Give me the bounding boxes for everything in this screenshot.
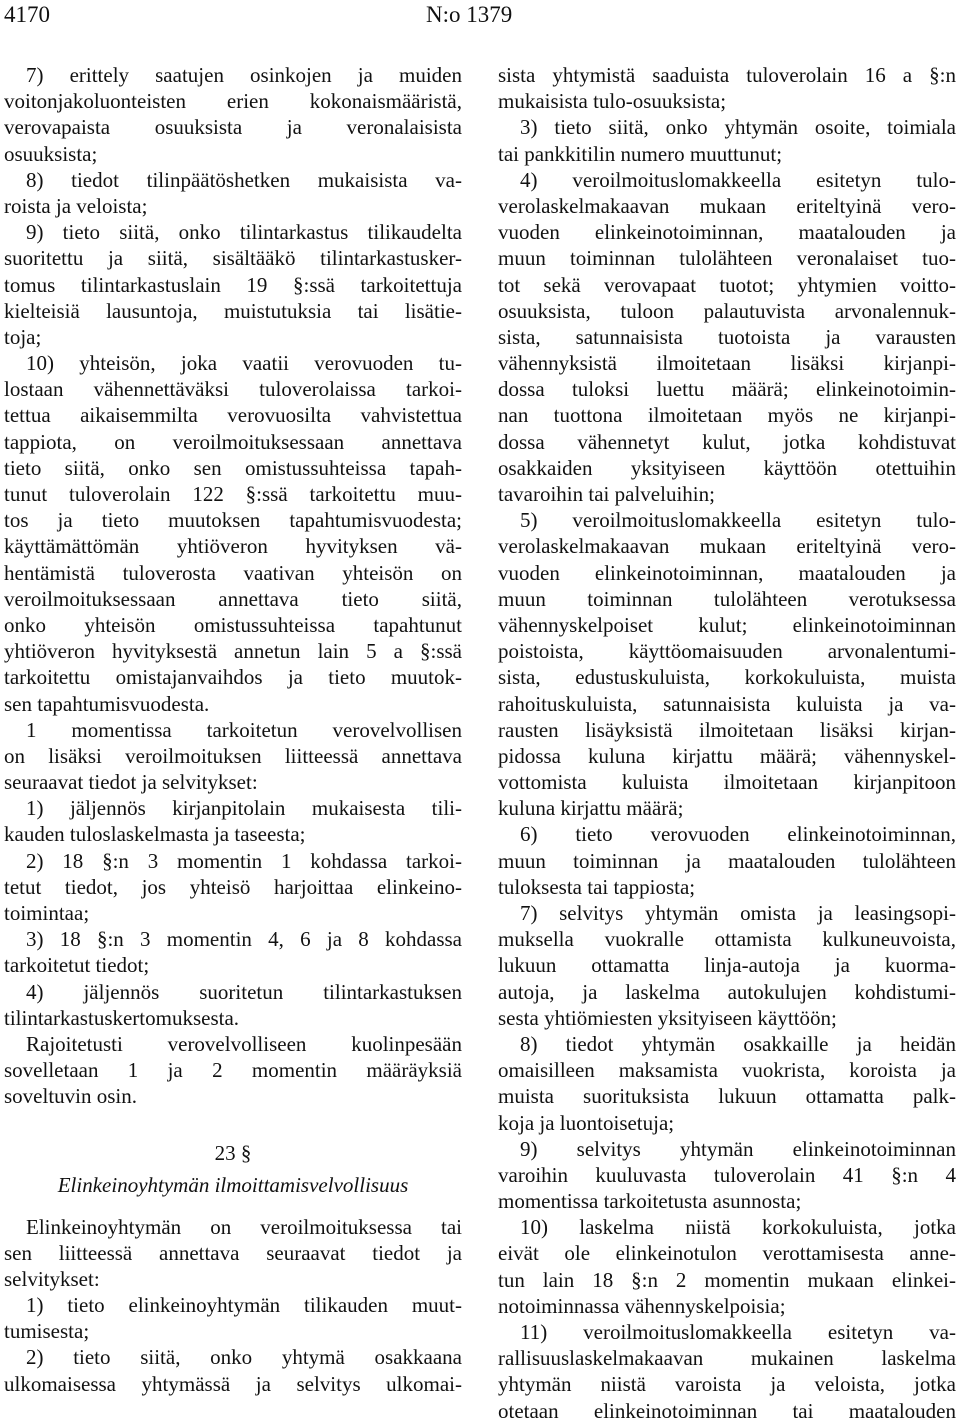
text-line: sen liitteessä annettava seuraavat tiedot ja [4, 1240, 462, 1265]
left-column [4, 62, 462, 1397]
text-line: rahoituskuluista, satunnaisista kuluista ja va- [498, 691, 956, 716]
text-line: käyttämättömän yhtiöveron hyvityksen vä- [4, 534, 462, 559]
text-line: kuluna kirjattu määrä; [498, 796, 684, 821]
text-line: vuoden elinkeinotoiminnan, maatalouden ja [498, 220, 956, 245]
text-line: tunut tuloverolain 122 §:ssä tarkoitettu muu- [4, 482, 462, 506]
text-line: on lisäksi veroilmoituksen liitteessä annettava [4, 743, 462, 768]
section-number: 23 § [214, 1140, 252, 1165]
text-line: otetaan elinkeinotoiminnan tai maatalouden [498, 1398, 956, 1423]
text-line: yhtiöveron hyvityksestä annetun lain 5 a §:ssä [4, 639, 462, 664]
text-line: 10) yhteisön, joka vaatii verovuoden tu- [26, 351, 462, 376]
text-line: 6) tieto verovuoden elinkeinotoiminnan, [520, 822, 956, 847]
right-column [498, 62, 956, 1424]
text-line: yhtymän niistä varoista ja veloista, jotka [498, 1372, 956, 1397]
text-line: voitonjakoluonteisten erien kokonaismääristä, [4, 89, 462, 114]
text-line: eivät ole elinkeinotulon verottamisesta anne- [498, 1241, 956, 1266]
section-spacer [4, 1110, 462, 1136]
text-line: Elinkeinoyhtymän on veroilmoituksessa tai [26, 1214, 462, 1239]
text-line: 9) selvitys yhtymän elinkeinotoiminnan [520, 1136, 956, 1161]
text-line: dossa tuloksi luettu määrä; elinkeinotoimin- [498, 377, 956, 402]
text-line: selvitykset: [4, 1266, 100, 1291]
page-number: 4170 [4, 2, 50, 27]
text-line: sesta yhtiömiesten yksityiseen käyttöön; [498, 1005, 837, 1030]
text-line: muun toiminnan ja maatalouden tulolähteen [498, 848, 956, 873]
text-line: tun lain 18 §:n 2 momentin mukaan elinkei- [498, 1267, 956, 1292]
text-line: 10) laskelma niistä korkokuluista, jotka [520, 1215, 956, 1240]
text-line: vähennyksistä ilmoitetaan lisäksi kirjanpi- [498, 351, 956, 376]
text-line: seuraavat tiedot ja selvitykset: [4, 770, 258, 795]
text-line: tettua aikaisemmilta verovuosilta vahvistettua [4, 403, 462, 428]
text-line: rausten lisäyksistä ilmoitetaan lisäksi kirjan- [498, 717, 956, 742]
section-body [4, 1214, 462, 1397]
text-line: tarkoitettu omistajanvaihdos ja tieto muutok- [4, 665, 462, 690]
text-line: koja ja luontoisetuja; [498, 1110, 675, 1135]
text-line: 2) tieto siitä, onko yhtymä osakkaana [26, 1345, 462, 1370]
text-line: 2) 18 §:n 3 momentin 1 kohdassa tarkoi- [26, 848, 462, 873]
text-line: tai pankkitilin numero muuttunut; [498, 141, 783, 166]
text-line: verovapaista osuuksista ja veronalaisista [4, 115, 462, 140]
right-column-body [498, 62, 956, 1424]
text-line: ulkomaisessa yhtymässä ja selvitys ulkomai- [4, 1371, 462, 1396]
text-line: tetut tiedot, jos yhteisö harjoittaa elinkeino- [4, 874, 462, 899]
text-line: onko yhteisön omistussuhteissa tapahtunut [4, 612, 462, 637]
text-line: 4) jäljennös suoritetun tilintarkastuksen [26, 979, 462, 1004]
text-line: momentissa tarkoitetusta asunnosta; [498, 1189, 802, 1214]
text-line: tieto siitä, onko sen omistussuhteissa tapah- [4, 455, 462, 480]
text-line: verolaskelmakaavan mukaan eriteltyinä vero- [498, 193, 956, 218]
text-line: kielteisiä lausuntoja, muistutuksia tai lisätie- [4, 298, 462, 323]
text-line: tarkoitetut tiedot; [4, 953, 150, 978]
text-line: 1) jäljennös kirjanpitolain mukaisesta tili- [26, 796, 462, 821]
text-line: verolaskelmakaavan mukaan eriteltyinä vero- [498, 534, 956, 559]
text-line: notoiminnassa vähennyskelpoisia; [498, 1293, 786, 1318]
section-title: Elinkeinoyhtymän ilmoittamisvelvollisuus [57, 1172, 409, 1197]
text-line: sovelletaan 1 ja 2 momentin määräyksiä [4, 1058, 462, 1083]
text-line: Rajoitetusti verovelvolliseen kuolinpesään [26, 1031, 462, 1056]
text-line: nan tuottona ilmoitetaan myös ne kirjanpi- [498, 403, 956, 428]
section-spacer [4, 1200, 462, 1214]
text-line: tilintarkastuskertomuksesta. [4, 1005, 240, 1030]
text-line: dossa vähennetyt kulut, jotka kohdistuvat [498, 429, 956, 454]
text-line: 5) veroilmoituslomakkeella esitetyn tulo- [520, 508, 956, 533]
text-line: 1 momentissa tarkoitetun verovelvollisen [26, 717, 462, 742]
text-line: suoritettu ja siitä, sisältääkö tilintarkastusker- [4, 246, 462, 271]
text-line: 1) tieto elinkeinoyhtymän tilikauden muut- [26, 1293, 462, 1318]
text-line: 9) tieto siitä, onko tilintarkastus tilikaudelta [26, 220, 462, 245]
text-line: 7) erittely saatujen osinkojen ja muiden [26, 63, 462, 87]
text-line: toimintaa; [4, 901, 90, 925]
text-line: muun toiminnan tulolähteen verotuksessa [498, 586, 956, 611]
text-line: kauden tuloslaskelmasta ja taseesta; [4, 822, 306, 847]
text-line: varoihin kuuluvasta tuloverolain 41 §:n 4 [498, 1162, 956, 1187]
left-column-body [4, 62, 462, 1110]
text-line: pidossa kuluna kirjattu määrä; vähennyskel- [498, 743, 956, 768]
text-line: osakkaiden yksityiseen käyttöön otettuihin [498, 455, 956, 480]
text-line: sista, edustuskuluista, korkokuluista, muista [498, 665, 956, 690]
text-line: tomus tilintarkastuslain 19 §:ssä tarkoitettuja [4, 272, 462, 297]
text-line: 7) selvitys yhtymän omista ja leasingsopi- [520, 901, 956, 925]
text-line: poistoista, käyttöomaisuuden arvonalentumi- [498, 639, 956, 664]
text-line: osuuksista; [4, 141, 98, 166]
text-line: 3) 18 §:n 3 momentin 4, 6 ja 8 kohdassa [26, 927, 462, 952]
text-line: 4) veroilmoituslomakkeella esitetyn tulo- [520, 167, 956, 192]
text-line: muista suorituksista lukuun ottamatta palk- [498, 1084, 956, 1109]
text-line: vähennyskelpoiset kulut; elinkeinotoiminnan [498, 612, 956, 637]
text-line: veroilmoituksessaan annettava tieto siitä, [4, 586, 462, 611]
text-line: sista, satunnaisista tuotoista ja varausten [498, 324, 956, 349]
text-line: rallisuuslaskelmakaavan mukainen laskelma [498, 1346, 956, 1371]
text-line: 11) veroilmoituslomakkeella esitetyn va- [520, 1320, 956, 1344]
text-line: tavaroihin tai palveluihin; [498, 482, 715, 506]
text-line: toja; [4, 324, 42, 349]
text-line: roista ja veloista; [4, 193, 148, 218]
text-line: osuuksista, tuloon palautuvista arvonalennuk- [498, 298, 956, 323]
text-line: hentämistä tuloverosta vaativan yhteisön on [4, 560, 462, 585]
text-line: muun toiminnan tulolähteen veronalaiset tuo- [498, 246, 956, 271]
text-line: soveltuvin osin. [4, 1084, 138, 1109]
text-line: tappiota, on veroilmoituksessaan annettava [4, 429, 462, 454]
text-line: vottomista kuluista ilmoitetaan kirjanpitoon [498, 770, 956, 795]
text-line: muksella vuokralle ottamista kulkuneuvoista, [498, 927, 956, 952]
text-line: lukuun ottamatta linja-autoja ja kuorma- [498, 953, 956, 978]
text-line: sista yhtymistä saaduista tuloverolain 16 a §:n [498, 63, 956, 87]
text-line: 3) tieto siitä, onko yhtymän osoite, toimiala [520, 115, 956, 140]
text-line: sen tapahtumisvuodesta. [4, 691, 210, 716]
text-line: vuoden elinkeinotoiminnan, maatalouden ja [498, 560, 956, 585]
text-line: tumisesta; [4, 1319, 90, 1344]
text-line: omaisilleen maksamista vuokrista, koroista ja [498, 1058, 956, 1083]
text-line: autoja, ja laskelma autokulujen kohdistumi- [498, 979, 956, 1004]
text-line: tot sekä verovapaat tuotot; yhtymien voitto- [498, 272, 956, 297]
text-line: tos ja tieto muutoksen tapahtumisvuodesta; [4, 508, 462, 533]
text-line: lostaan vähennettäväksi tuloverolaissa tarkoi- [4, 377, 462, 402]
text-line: 8) tiedot tilinpäätöshetken mukaisista va- [26, 167, 462, 192]
issue-number: N:o 1379 [426, 2, 513, 27]
text-line: mukaisista tulo-osuuksista; [498, 89, 727, 114]
text-line: 8) tiedot yhtymän osakkaille ja heidän [520, 1031, 956, 1056]
text-line: tuloksesta tai tappiosta; [498, 874, 696, 899]
